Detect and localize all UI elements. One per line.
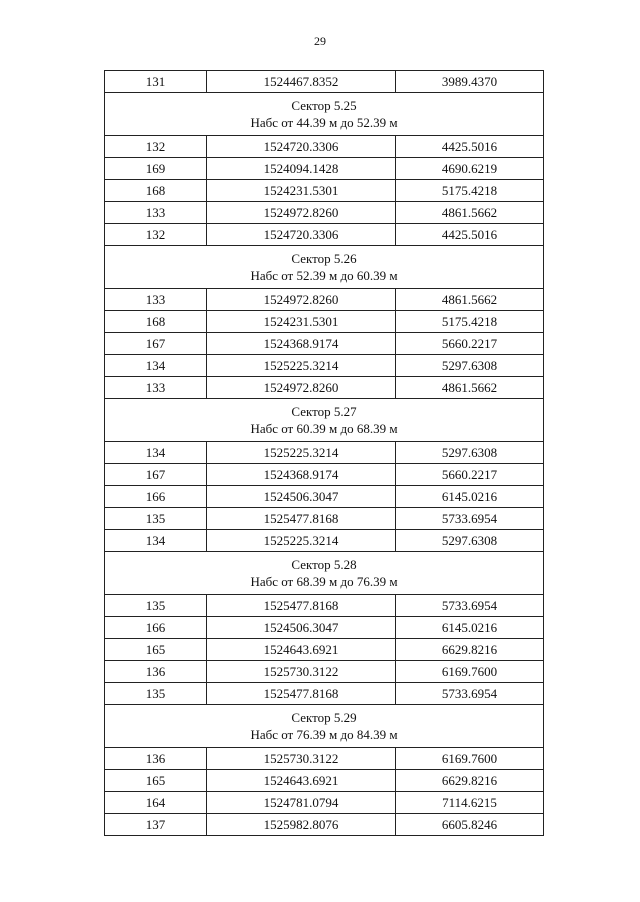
table-row [105,180,544,202]
coordinates-table [104,70,544,836]
x-coordinate-cell: 1525225.3214 [207,442,396,464]
x-coordinate-cell: 1524781.0794 [207,792,396,814]
table-row [105,683,544,705]
x-coordinate-cell: 1524972.8260 [207,289,396,311]
table-row [105,595,544,617]
y-coordinate-cell: 6629.8216 [396,770,544,792]
page-number: 29 [314,34,326,48]
sector-height-range: Набс от 68.39 м до 76.39 м [250,574,398,589]
table-row [105,202,544,224]
sector-header-row [105,246,544,289]
x-coordinate-cell: 1524368.9174 [207,464,396,486]
point-number-cell: 133 [105,377,207,399]
y-coordinate-cell: 6169.7600 [396,748,544,770]
x-coordinate-cell: 1525225.3214 [207,530,396,552]
point-number-cell: 133 [105,289,207,311]
y-coordinate-cell: 5660.2217 [396,464,544,486]
y-coordinate-cell: 5733.6954 [396,595,544,617]
table-row [105,333,544,355]
y-coordinate-cell: 5660.2217 [396,333,544,355]
point-number-cell: 135 [105,595,207,617]
point-number-cell: 168 [105,180,207,202]
sector-header-cell [105,93,544,136]
x-coordinate-cell: 1524972.8260 [207,377,396,399]
table-row [105,792,544,814]
y-coordinate-cell: 4861.5662 [396,289,544,311]
table-row [105,158,544,180]
sector-height-range: Набс от 76.39 м до 84.39 м [250,727,398,742]
x-coordinate-cell: 1524720.3306 [207,224,396,246]
y-coordinate-cell: 6169.7600 [396,661,544,683]
point-number-cell: 166 [105,486,207,508]
x-coordinate-cell: 1524643.6921 [207,770,396,792]
sector-header-row [105,93,544,136]
y-coordinate-cell: 4861.5662 [396,377,544,399]
x-coordinate-cell: 1524506.3047 [207,486,396,508]
y-coordinate-cell: 5733.6954 [396,508,544,530]
sector-height-range: Набс от 44.39 м до 52.39 м [250,115,398,130]
sector-header-cell [105,399,544,442]
x-coordinate-cell: 1525477.8168 [207,683,396,705]
point-number-cell: 134 [105,530,207,552]
table-row [105,486,544,508]
sector-header-row [105,399,544,442]
sector-title: Сектор 5.25 [291,98,357,113]
point-number-cell: 131 [105,71,207,93]
y-coordinate-cell: 6145.0216 [396,617,544,639]
sector-title: Сектор 5.28 [291,557,357,572]
table-row [105,355,544,377]
y-coordinate-cell: 5175.4218 [396,180,544,202]
x-coordinate-cell: 1525225.3214 [207,355,396,377]
coordinates-table-body [105,71,544,836]
x-coordinate-cell: 1524094.1428 [207,158,396,180]
y-coordinate-cell: 5175.4218 [396,311,544,333]
point-number-cell: 168 [105,311,207,333]
table-row [105,289,544,311]
sector-height-range: Набс от 52.39 м до 60.39 м [250,268,398,283]
table-row [105,661,544,683]
y-coordinate-cell: 5297.6308 [396,355,544,377]
point-number-cell: 167 [105,464,207,486]
x-coordinate-cell: 1524368.9174 [207,333,396,355]
x-coordinate-cell: 1524972.8260 [207,202,396,224]
table-row [105,508,544,530]
point-number-cell: 165 [105,639,207,661]
point-number-cell: 166 [105,617,207,639]
x-coordinate-cell: 1525477.8168 [207,508,396,530]
sector-header-cell [105,705,544,748]
sector-title: Сектор 5.26 [291,251,357,266]
table-row [105,748,544,770]
x-coordinate-cell: 1524467.8352 [207,71,396,93]
point-number-cell: 134 [105,442,207,464]
x-coordinate-cell: 1525730.3122 [207,748,396,770]
sector-header-row [105,705,544,748]
y-coordinate-cell: 6629.8216 [396,639,544,661]
point-number-cell: 136 [105,748,207,770]
sector-height-range: Набс от 60.39 м до 68.39 м [250,421,398,436]
x-coordinate-cell: 1525477.8168 [207,595,396,617]
y-coordinate-cell: 5297.6308 [396,442,544,464]
table-row [105,617,544,639]
sector-header-row [105,552,544,595]
table-row [105,136,544,158]
y-coordinate-cell: 3989.4370 [396,71,544,93]
point-number-cell: 164 [105,792,207,814]
y-coordinate-cell: 4425.5016 [396,224,544,246]
point-number-cell: 137 [105,814,207,836]
point-number-cell: 165 [105,770,207,792]
y-coordinate-cell: 6605.8246 [396,814,544,836]
point-number-cell: 135 [105,508,207,530]
sector-header-cell [105,552,544,595]
table-row [105,442,544,464]
x-coordinate-cell: 1524231.5301 [207,180,396,202]
y-coordinate-cell: 5733.6954 [396,683,544,705]
x-coordinate-cell: 1524506.3047 [207,617,396,639]
y-coordinate-cell: 4690.6219 [396,158,544,180]
point-number-cell: 169 [105,158,207,180]
y-coordinate-cell: 6145.0216 [396,486,544,508]
sector-title: Сектор 5.27 [291,404,357,419]
sector-header-cell [105,246,544,289]
y-coordinate-cell: 4425.5016 [396,136,544,158]
point-number-cell: 167 [105,333,207,355]
x-coordinate-cell: 1525982.8076 [207,814,396,836]
point-number-cell: 134 [105,355,207,377]
table-row [105,530,544,552]
table-row [105,639,544,661]
point-number-cell: 132 [105,136,207,158]
table-row [105,770,544,792]
x-coordinate-cell: 1524720.3306 [207,136,396,158]
y-coordinate-cell: 4861.5662 [396,202,544,224]
point-number-cell: 136 [105,661,207,683]
y-coordinate-cell: 5297.6308 [396,530,544,552]
table-row [105,464,544,486]
point-number-cell: 132 [105,224,207,246]
table-row [105,311,544,333]
table-row [105,71,544,93]
x-coordinate-cell: 1525730.3122 [207,661,396,683]
y-coordinate-cell: 7114.6215 [396,792,544,814]
table-row [105,224,544,246]
sector-title: Сектор 5.29 [291,710,357,725]
x-coordinate-cell: 1524643.6921 [207,639,396,661]
table-row [105,814,544,836]
point-number-cell: 135 [105,683,207,705]
x-coordinate-cell: 1524231.5301 [207,311,396,333]
table-row [105,377,544,399]
point-number-cell: 133 [105,202,207,224]
